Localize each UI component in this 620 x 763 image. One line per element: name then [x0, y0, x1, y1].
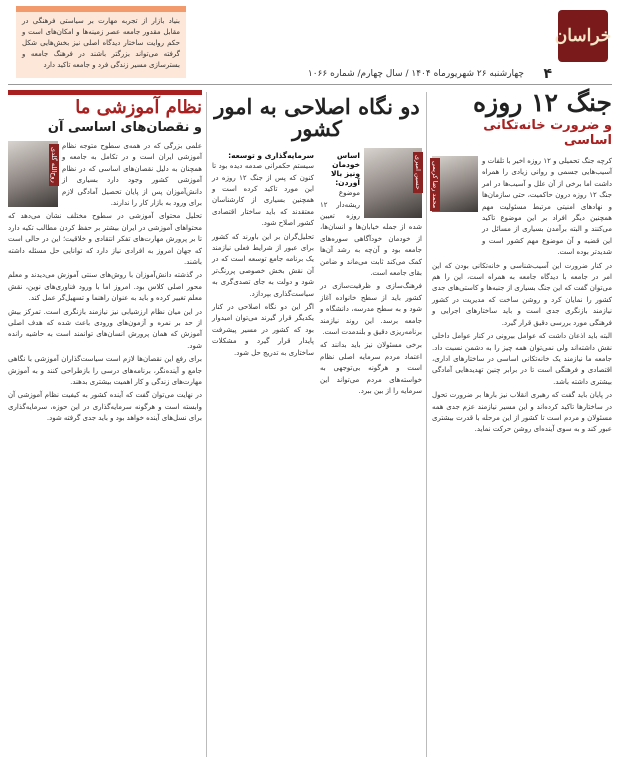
- newspaper-logo: خراسان: [558, 10, 608, 62]
- page-number: ۴: [543, 66, 552, 82]
- article-paragraph: برخی مسئولان نیز باید بدانند که اعتماد مردم سرمایه اصلی نظام است و هرگونه بی‌توجهی به خواسته‌های مردم می‌تواند این سرمایه را از بین ببرد.: [320, 341, 422, 395]
- article-paragraph: اگر این دو نگاه اصلاحی در کنار یکدیگر قرار گیرند می‌توان امیدوار بود که کشور در مسیر پیشرفت پایدار قرار گیرد و مشکلات ساختاری به تدریج حل شود.: [212, 302, 314, 357]
- article-nezam: [8, 90, 202, 759]
- article-paragraph: البته باید اذعان داشت که عوامل بیرونی در کنار عوامل داخلی نقش داشته‌اند ولی نمی‌توان همه چیز را به دشمن نسبت داد. جامعه ما نیازمند یک خانه‌تکانی اساسی در ساختارهای اداری، اقتصادی و فرهنگی است تا در برابر چنین تهدیدهایی آمادگی بیشتری داشته باشد.: [432, 332, 612, 386]
- column-divider: [206, 92, 207, 757]
- article-paragraph: در نهایت می‌توان گفت که آینده کشور به کیفیت نظام آموزشی آن وابسته است و هرگونه سرمایه‌گذاری در این حوزه، سرمایه‌گذاری برای نسل‌های آینده خواهد بود و باید جدی گرفته شود.: [8, 391, 202, 423]
- article-paragraph: در این میان نظام ارزشیابی نیز نیازمند بازنگری است. تمرکز بیش از حد بر نمره و آزمون‌های ورودی باعث شده که هدف اصلی آموزش که همان پرورش انسان‌های توانمند است به حاشیه رانده شود.: [8, 307, 202, 350]
- article-paragraph: تحلیل محتوای آموزشی در سطوح مختلف نشان می‌دهد که محتواهای آموزشی در ایران بیشتر بر حفظ کردن مطالب تکیه دارد تا بر پرورش مهارت‌های تفکر انتقادی و خلاقیت؛ این در حالی است که جهان امروز به افرادی نیاز دارد که توانایی حل مسئله داشته باشند.: [8, 212, 202, 266]
- article-paragraph: در گذشته دانش‌آموزان با روش‌های سنتی آموزش می‌دیدند و معلم محور اصلی کلاس بود. امروز اما با ورود فناوری‌های نوین، نقش معلم تغییر کرده و باید به عنوان راهنما و تسهیل‌گر عمل کند.: [8, 271, 202, 303]
- article-jang: [432, 90, 612, 759]
- author-photo: [8, 141, 58, 207]
- article-paragraph: فرهنگ‌سازی و ظرفیت‌سازی در کشور باید از سطح خانواده آغاز شود و به سطح مدرسه، دانشگاه و جامعه برسد. این روند نیازمند برنامه‌ریزی دقیق و بلندمدت است.: [320, 282, 422, 336]
- article-paragraph: کرچه جنگ تحمیلی و ۱۲ روزه اخیر با تلفات و آسیب‌هایی جسمی و روانی زیادی را همراه داشت اما برخی از آن علل و آسیب‌ها در امر جنگ ۱۲ روزه درون حاکمیت، حتی سازمان‌ها و نهادهای امنیتی مرتبط مسئولیت مهم همچنین دیگر افراد بر این موضوع تاکید می‌کنند و البته برآمدن بسیاری از مسائل در این قضیه و آن موضوع مهم کشور است و شدیدتر بوده است.: [482, 157, 612, 257]
- article-title: جنگ ۱۲ روزه: [473, 88, 612, 117]
- page-header: [8, 2, 612, 84]
- article-paragraph: سیستم حکمرانی صدمه دیده بود تا کنون که پس از جنگ ۱۲ روزه در این مورد تاکید کرده است و همچنین بسیاری از کارشناسان معتقدند که باید ساختار اقتصادی کشور اصلاح شود.: [212, 162, 314, 228]
- article-paragraph: موضوع ریشه‌دار ۱۲ روزه تعیین شده از جمله خیابان‌ها و انسان‌ها، از خودمان خودآگاهی سوره‌های جامعه بود و آن‌چه به رشد آن‌ها کمک می‌کند ثابت می‌ماند و ضامن بقای جامعه است.: [320, 189, 422, 277]
- author-name: حسین امیری: [413, 152, 423, 193]
- article-paragraph: در کنار ضرورت این آسیب‌شناسی و خانه‌تکانی بودن که این امر در جامعه با دیدگاه جامعه به همراه است، این را هم می‌توان گفت که این جنگ بسیاری از جنبه‌ها و کاستی‌های جدی کشور را نمایان کرد و روشن ساخت که مدیریت در کشور نیازمند بازنگری جدی است و باید ساختارهای اجرایی و فرهنگی مورد بررسی دقیق قرار گیرد.: [432, 261, 612, 327]
- author-photo: [364, 148, 422, 218]
- editor-note-box: بنیاد بازار از تجربه مهارت بر سیاستی فرهنگی در مقابل مقدور جامعه عصر زمینه‌ها و امکان‌های است و حکم روایت ساختار دیدگاه اصلی نیز بخش‌هایی شکل گرفته می‌تواند بزرگتر باشند در فرهنگ جامعه و بسترسازی مسیر زندگی فرد و جامعه تاکید دارد: [16, 6, 186, 78]
- article-title: نظام آموزشی ما: [75, 97, 202, 118]
- article-subtitle: و ضرورت خانه‌تکانی اساسی: [483, 118, 612, 149]
- article-title: دو نگاه اصلاحی به امور کشور: [214, 94, 420, 142]
- article-paragraph: علمی بزرگی که در همه‌ی سطوح متوجه نظام آموزشی ایران است و در تکامل به جامعه و همچنان به دلیل نقصان‌های اساسی که در نظام آموزشی کشور وجود دارد بسیاری از دانش‌آموزان پس از پایان تحصیل آمادگی لازم برای ورود به بازار کار را ندارند.: [62, 141, 202, 207]
- article-paragraph: تحلیل‌گران بر این باورند که کشور برای عبور از شرایط فعلی نیازمند یک برنامه جامع توسعه است که در آن نقش بخش خصوصی پررنگ‌تر شود و دولت به جای تصدی‌گری به سیاست‌گذاری بپردازد.: [212, 232, 314, 298]
- section-heading: سرمایه‌گذاری و توسعه:: [228, 151, 314, 161]
- author-name: روح‌الله گلدی: [49, 144, 59, 186]
- article-paragraph: در پایان باید گفت که رهبری انقلاب نیز بارها بر ضرورت تحول در ساختارها تاکید کرده‌اند و این مسیر نیازمند عزم جدی همه مسئولان و مردم است تا کشور از این مرحله با قدرت بیشتری عبور کند و به سوی آینده‌ای روشن حرکت نماید.: [432, 391, 612, 434]
- header-divider: [8, 84, 612, 85]
- column-divider: [426, 92, 427, 757]
- article-dou-negah: [212, 90, 422, 759]
- article-paragraph: برای رفع این نقصان‌ها لازم است سیاست‌گذاران آموزشی با نگاهی جامع و آینده‌نگر، برنامه‌های درسی را بازطراحی کنند و به آموزش مهارت‌های زندگی و کار اهمیت بیشتری بدهند.: [8, 355, 202, 387]
- article-subtitle: و نقصان‌های اساسی آن: [47, 119, 202, 135]
- section-heading: اساس خودمان ونیز بالا آوردن:: [330, 151, 360, 188]
- author-name: محمد رضا کریمی: [430, 158, 440, 211]
- issue-date-line: چهارشنبه ۲۶ شهریورماه ۱۴۰۴ / سال چهارم/ شماره ۱۰۶۶: [307, 69, 524, 79]
- author-photo: [432, 156, 478, 212]
